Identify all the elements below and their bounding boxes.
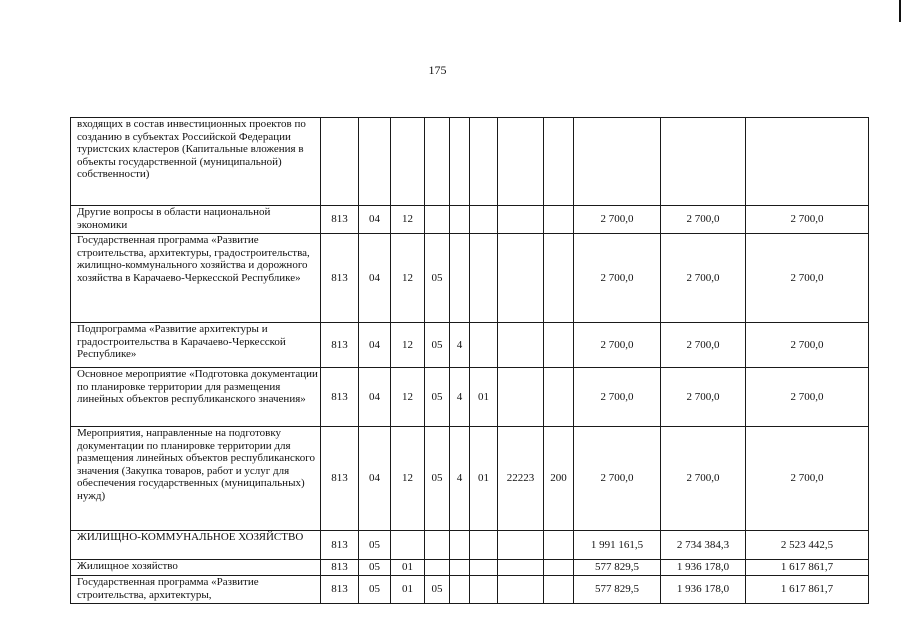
cell-amount-1: 2 700,0 [574, 206, 661, 234]
table-row [71, 576, 869, 604]
cell-event [470, 234, 498, 323]
cell-subprogram: 4 [450, 323, 470, 368]
cell-direction [498, 323, 544, 368]
cell-section [359, 118, 391, 206]
cell-ministry: 813 [321, 576, 359, 604]
row-name: Государственная программа «Развитие строительства, архитектуры, [71, 576, 321, 604]
cell-expense-type [544, 323, 574, 368]
budget-table [70, 117, 869, 604]
cell-event [470, 206, 498, 234]
cell-amount-3: 2 700,0 [746, 427, 869, 531]
cell-program: 05 [425, 234, 450, 323]
cell-amount-3: 1 617 861,7 [746, 560, 869, 576]
cell-event [470, 560, 498, 576]
cell-section: 04 [359, 234, 391, 323]
cell-event [470, 118, 498, 206]
row-name: Подпрограмма «Развитие архитектуры и градостроительства в Карачаево-Черкесской Республике» [71, 323, 321, 368]
cell-subprogram [450, 576, 470, 604]
cell-section: 05 [359, 531, 391, 560]
cell-expense-type: 200 [544, 427, 574, 531]
cell-amount-3: 2 523 442,5 [746, 531, 869, 560]
cell-amount-1 [574, 118, 661, 206]
cell-section: 04 [359, 368, 391, 427]
cell-program [425, 206, 450, 234]
cell-direction [498, 368, 544, 427]
cell-subsection: 01 [391, 560, 425, 576]
cell-expense-type [544, 206, 574, 234]
cell-amount-1: 2 700,0 [574, 323, 661, 368]
cell-amount-3: 1 617 861,7 [746, 576, 869, 604]
cell-subsection: 01 [391, 576, 425, 604]
cell-ministry: 813 [321, 368, 359, 427]
cell-subprogram [450, 560, 470, 576]
cell-direction [498, 206, 544, 234]
cell-amount-3 [746, 118, 869, 206]
cell-direction [498, 234, 544, 323]
cell-direction [498, 576, 544, 604]
cell-event [470, 323, 498, 368]
cell-direction [498, 531, 544, 560]
cell-program [425, 560, 450, 576]
cell-expense-type [544, 234, 574, 323]
table-row [71, 560, 869, 576]
cell-program: 05 [425, 576, 450, 604]
cell-amount-2 [661, 118, 746, 206]
cell-event: 01 [470, 427, 498, 531]
row-name: ЖИЛИЩНО-КОММУНАЛЬНОЕ ХОЗЯЙСТВО [71, 531, 321, 560]
cell-amount-3: 2 700,0 [746, 368, 869, 427]
cell-expense-type [544, 118, 574, 206]
cell-ministry: 813 [321, 427, 359, 531]
table-row [71, 234, 869, 323]
cell-amount-3: 2 700,0 [746, 206, 869, 234]
row-name: Жилищное хозяйство [71, 560, 321, 576]
cell-ministry: 813 [321, 531, 359, 560]
cell-program: 05 [425, 368, 450, 427]
row-name: Государственная программа «Развитие строительства, архитектуры, градостроительства, жилищно-коммунального хозяйства и дорожного хозяйства в Карачаево-Черкесской Республике» [71, 234, 321, 323]
cell-amount-1: 2 700,0 [574, 368, 661, 427]
cell-program: 05 [425, 323, 450, 368]
cell-amount-2: 1 936 178,0 [661, 560, 746, 576]
table-row [71, 531, 869, 560]
cell-expense-type [544, 576, 574, 604]
cell-section: 04 [359, 427, 391, 531]
cell-amount-1: 1 991 161,5 [574, 531, 661, 560]
cell-amount-2: 2 700,0 [661, 323, 746, 368]
cell-section: 04 [359, 323, 391, 368]
table-row [71, 427, 869, 531]
cell-amount-2: 2 700,0 [661, 234, 746, 323]
cell-subsection: 12 [391, 368, 425, 427]
cell-subsection [391, 531, 425, 560]
cell-ministry: 813 [321, 323, 359, 368]
cell-program [425, 531, 450, 560]
cell-program: 05 [425, 427, 450, 531]
cell-event [470, 576, 498, 604]
cell-section: 05 [359, 576, 391, 604]
cell-ministry: 813 [321, 234, 359, 323]
page-number: 175 [428, 63, 447, 77]
table-row [71, 206, 869, 234]
cell-subsection [391, 118, 425, 206]
cell-amount-1: 2 700,0 [574, 427, 661, 531]
cell-amount-2: 2 700,0 [661, 368, 746, 427]
cell-direction: 22223 [498, 427, 544, 531]
cell-subprogram [450, 531, 470, 560]
table-row [71, 118, 869, 206]
cell-section: 05 [359, 560, 391, 576]
cell-event: 01 [470, 368, 498, 427]
cell-amount-1: 577 829,5 [574, 576, 661, 604]
cell-direction [498, 560, 544, 576]
cell-ministry: 813 [321, 206, 359, 234]
cell-expense-type [544, 560, 574, 576]
cell-amount-2: 1 936 178,0 [661, 576, 746, 604]
cell-expense-type [544, 368, 574, 427]
cell-event [470, 531, 498, 560]
cell-subsection: 12 [391, 427, 425, 531]
cell-section: 04 [359, 206, 391, 234]
cell-ministry [321, 118, 359, 206]
cell-expense-type [544, 531, 574, 560]
cell-amount-2: 2 700,0 [661, 206, 746, 234]
row-name: Другие вопросы в области национальной экономики [71, 206, 321, 234]
cell-subsection: 12 [391, 323, 425, 368]
cell-amount-2: 2 700,0 [661, 427, 746, 531]
cell-amount-3: 2 700,0 [746, 234, 869, 323]
scan-edge-mark [899, 0, 901, 22]
row-name: Мероприятия, направленные на подготовку документации по планировке территории для размещения линейных объектов республиканского значения (Закупка товаров, работ и услуг для обеспечения государственных (муниципальных) нужд) [71, 427, 321, 531]
cell-subprogram [450, 118, 470, 206]
cell-amount-1: 2 700,0 [574, 234, 661, 323]
cell-ministry: 813 [321, 560, 359, 576]
cell-amount-2: 2 734 384,3 [661, 531, 746, 560]
cell-direction [498, 118, 544, 206]
table-row [71, 368, 869, 427]
row-name: входящих в состав инвестиционных проектов по созданию в субъектах Российской Федерации туристских кластеров (Капитальные вложения в объекты государственной (муниципальной) собственности) [71, 118, 321, 206]
cell-subprogram [450, 206, 470, 234]
cell-subsection: 12 [391, 206, 425, 234]
table-row [71, 323, 869, 368]
cell-subsection: 12 [391, 234, 425, 323]
cell-subprogram: 4 [450, 427, 470, 531]
cell-subprogram [450, 234, 470, 323]
row-name: Основное мероприятие «Подготовка документации по планировке территории для размещения линейных объектов республиканского значения» [71, 368, 321, 427]
cell-amount-1: 577 829,5 [574, 560, 661, 576]
cell-amount-3: 2 700,0 [746, 323, 869, 368]
cell-subprogram: 4 [450, 368, 470, 427]
cell-program [425, 118, 450, 206]
